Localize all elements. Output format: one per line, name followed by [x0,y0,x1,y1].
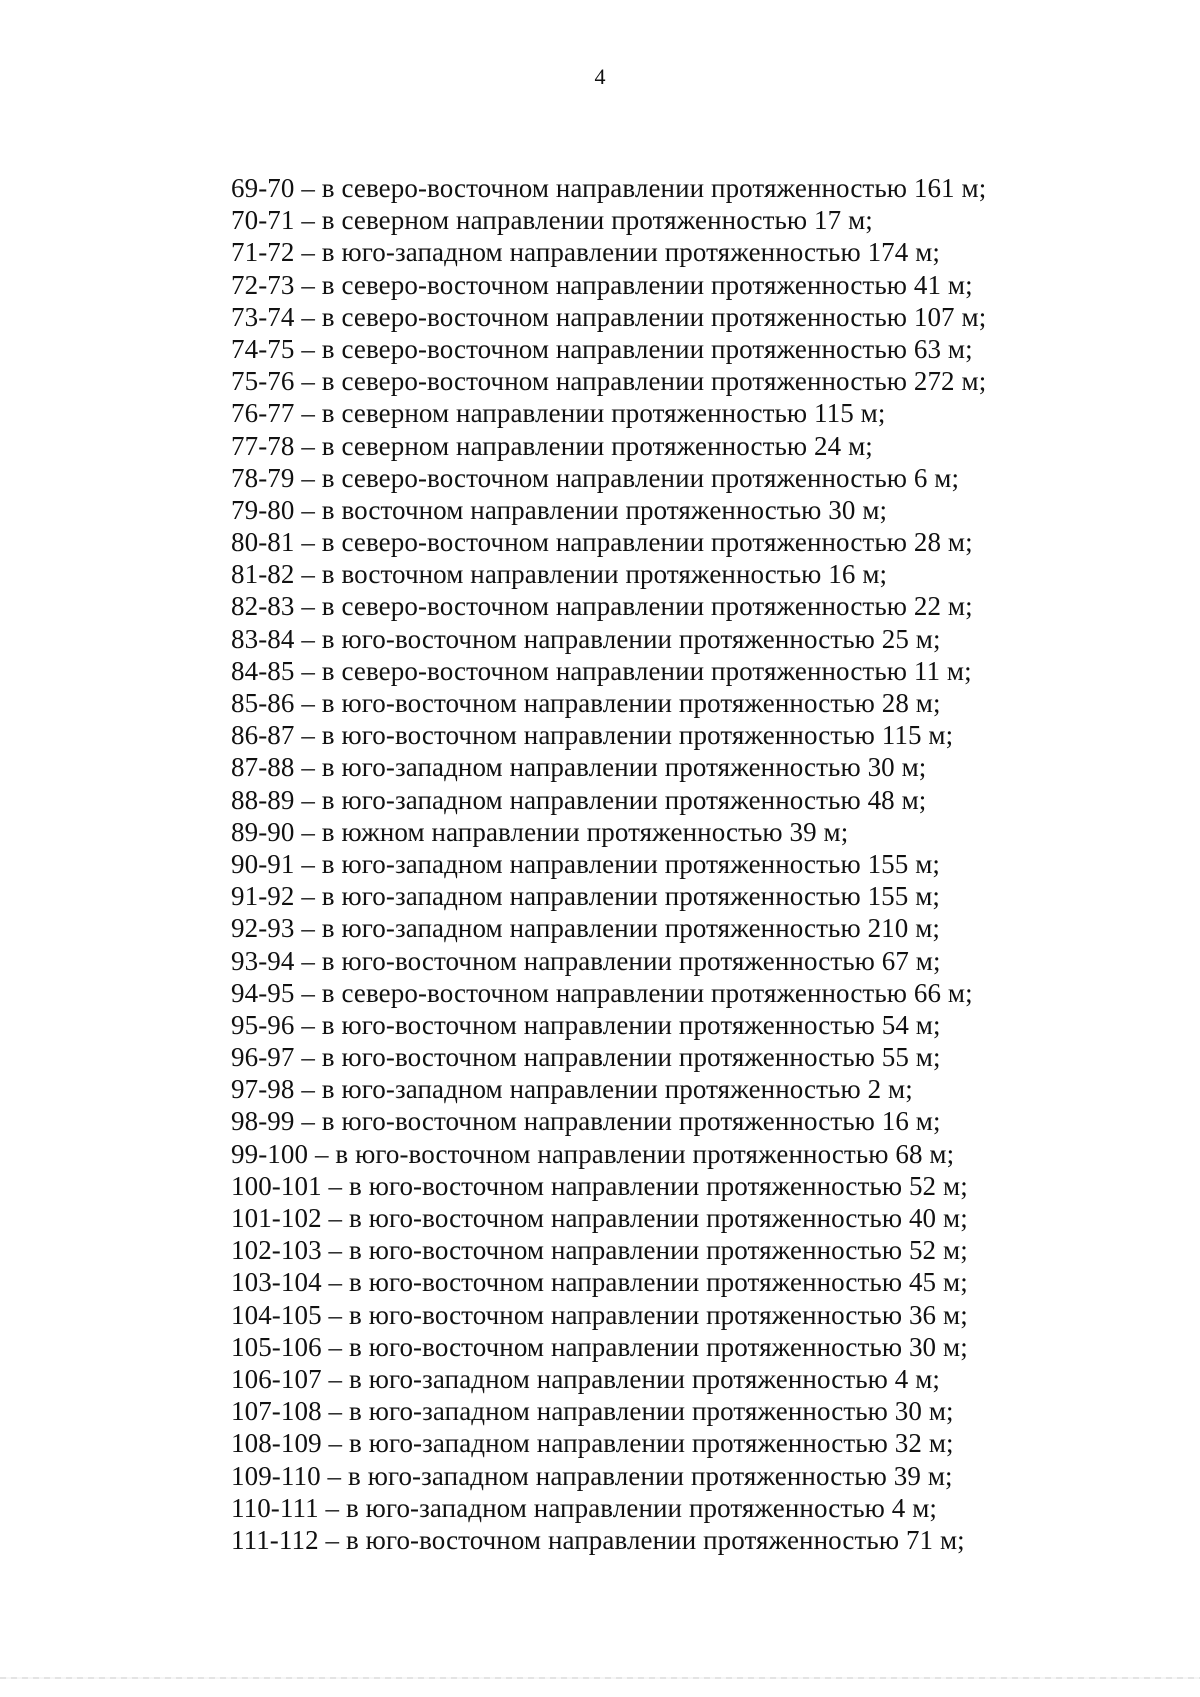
boundary-segment-list [231,172,1131,1556]
segment-line: 110-111 – в юго-западном направлении протяженностью 4 м; [231,1492,938,1523]
segment-line: 87-88 – в юго-западном направлении протяженностью 30 м; [231,752,927,783]
segment-line: 101-102 – в юго-восточном направлении протяженностью 40 м; [231,1203,968,1233]
segment-line: 100-101 – в юго-восточном направлении протяженностью 52 м; [231,1170,968,1201]
segment-line: 70-71 – в северном направлении протяженностью 17 м; [231,205,873,236]
segment-line: 73-74 – в северо-восточном направлении протяженностью 107 м; [231,301,987,332]
segment-line: 93-94 – в юго-восточном направлении протяженностью 67 м; [231,945,941,976]
segment-line: 79-80 – в восточном направлении протяженностью 30 м; [231,494,888,525]
segment-line: 86-87 – в юго-восточном направлении протяженностью 115 м; [231,720,954,751]
segment-line: 78-79 – в северо-восточном направлении протяженностью 6 м; [231,462,960,493]
scan-edge-artifact [0,1677,1200,1679]
segment-line: 98-99 – в юго-восточном направлении протяженностью 16 м; [231,1106,941,1137]
segment-line: 89-90 – в южном направлении протяженностью 39 м; [231,816,849,847]
segment-line: 92-93 – в юго-западном направлении протяженностью 210 м; [231,913,941,944]
segment-line: 83-84 – в юго-восточном направлении протяженностью 25 м; [231,623,941,654]
segment-line: 94-95 – в северо-восточном направлении протяженностью 66 м; [231,977,973,1008]
page-number: 4 [594,64,606,89]
segment-line: 91-92 – в юго-западном направлении протяженностью 155 м; [231,881,941,912]
segment-line: 85-86 – в юго-восточном направлении протяженностью 28 м; [231,688,941,718]
segment-line: 82-83 – в северо-восточном направлении протяженностью 22 м; [231,591,973,622]
segment-line: 76-77 – в северном направлении протяженностью 115 м; [231,398,886,429]
segment-line: 105-106 – в юго-восточном направлении протяженностью 30 м; [231,1331,968,1362]
segment-line: 104-105 – в юго-восточном направлении протяженностью 36 м; [231,1299,968,1330]
segment-line: 69-70 – в северо-восточном направлении протяженностью 161 м; [231,173,987,203]
segment-line: 102-103 – в юго-восточном направлении протяженностью 52 м; [231,1235,968,1266]
segment-line: 72-73 – в северо-восточном направлении протяженностью 41 м; [231,269,973,300]
segment-line: 84-85 – в северо-восточном направлении протяженностью 11 м; [231,655,972,686]
segment-line: 71-72 – в юго-западном направлении протяженностью 174 м; [231,237,941,268]
segment-line: 106-107 – в юго-западном направлении протяженностью 4 м; [231,1363,941,1394]
segment-line: 80-81 – в северо-восточном направлении протяженностью 28 м; [231,527,973,558]
segment-line: 75-76 – в северо-восточном направлении протяженностью 272 м; [231,366,987,397]
segment-line: 103-104 – в юго-восточном направлении протяженностью 45 м; [231,1267,968,1298]
segment-line: 99-100 – в юго-восточном направлении протяженностью 68 м; [231,1138,955,1169]
segment-line: 109-110 – в юго-западном направлении протяженностью 39 м; [231,1460,953,1491]
segment-line: 81-82 – в восточном направлении протяженностью 16 м; [231,559,888,590]
segment-line: 95-96 – в юго-восточном направлении протяженностью 54 м; [231,1009,941,1040]
segment-line: 90-91 – в юго-западном направлении протяженностью 155 м; [231,848,941,879]
segment-line: 97-98 – в юго-западном направлении протяженностью 2 м; [231,1074,913,1105]
segment-line: 108-109 – в юго-западном направлении протяженностью 32 м; [231,1428,954,1459]
segment-line: 74-75 – в северо-восточном направлении протяженностью 63 м; [231,333,973,364]
segment-line: 77-78 – в северном направлении протяженностью 24 м; [231,430,873,461]
segment-line: 111-112 – в юго-восточном направлении протяженностью 71 м; [231,1524,965,1555]
segment-line: 88-89 – в юго-западном направлении протяженностью 48 м; [231,784,927,815]
segment-line: 107-108 – в юго-западном направлении протяженностью 30 м; [231,1396,954,1427]
segment-line: 96-97 – в юго-восточном направлении протяженностью 55 м; [231,1042,941,1073]
